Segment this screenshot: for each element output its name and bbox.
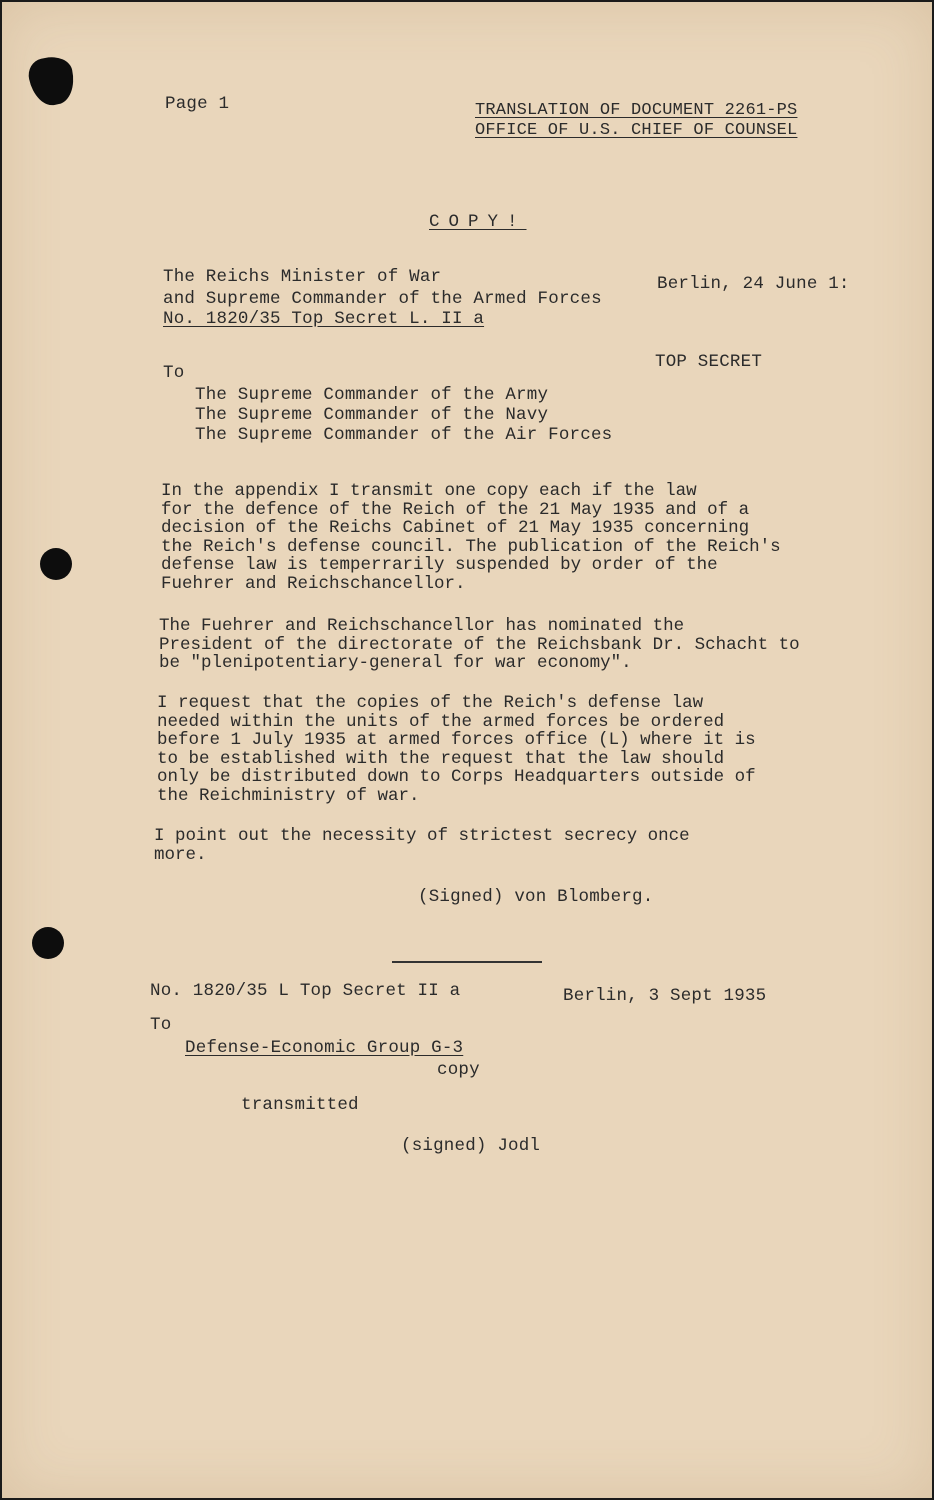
document-page [2,2,932,1498]
copy-heading: COPY! [429,212,527,232]
reference-number: No. 1820/35 Top Secret L. II a [163,309,485,329]
body-paragraph-1: In the appendix I transmit one copy each if the law for the defence of the Reich of the 21 May 1935 and of a decision of the Reichs Cabinet of 21 May 1935 concerning the Reich's defense council. The publication of the Reich's defense law is temperrarily suspended by order of the Fuehrer and Reichschancellor. [161,481,781,594]
signature-jodl: (signed) Jodl [401,1136,541,1156]
to-label-2: To [150,1015,172,1035]
recipient-defense-economic-group: Defense-Economic Group G-3 [185,1038,464,1058]
reference-number-2: No. 1820/35 L Top Secret II a [150,981,461,1001]
translation-line: TRANSLATION OF DOCUMENT 2261-PS [475,101,798,120]
separator-rule [392,961,542,963]
punch-hole-upper [40,548,72,580]
recipient-navy: The Supreme Commander of the Navy [195,405,549,425]
punch-hole-lower [32,927,64,959]
place-date-1: Berlin, 24 June 1: [657,274,850,294]
office-line: OFFICE OF U.S. CHIEF OF COUNSEL [475,121,798,140]
classification-label: TOP SECRET [655,352,763,372]
place-date-2: Berlin, 3 Sept 1935 [563,986,767,1006]
sender-line-2: and Supreme Commander of the Armed Forces [163,289,602,309]
body-paragraph-3: I request that the copies of the Reich's defense law needed within the units of the armed forces be ordered before 1 July 1935 at armed forces office (L) where it is to be established with the request that the law should only be distributed down to Corps Headquarters outside of the Reichministry of war. [157,693,756,806]
page-label: Page 1 [165,94,230,114]
torn-corner-mark [25,53,78,109]
copy-word: copy [437,1060,480,1080]
body-paragraph-2: The Fuehrer and Reichschancellor has nominated the President of the directorate of the Reichsbank Dr. Schacht to be "plenipotentiary-general for war economy". [159,616,800,673]
signature-blomberg: (Signed) von Blomberg. [418,887,654,907]
body-paragraph-4: I point out the necessity of strictest secrecy once more. [154,826,690,865]
recipient-army: The Supreme Commander of the Army [195,385,549,405]
recipient-air-force: The Supreme Commander of the Air Forces [195,425,613,445]
to-label-1: To [163,363,185,383]
sender-line-1: The Reichs Minister of War [163,267,442,287]
transmitted-label: transmitted [241,1095,359,1115]
